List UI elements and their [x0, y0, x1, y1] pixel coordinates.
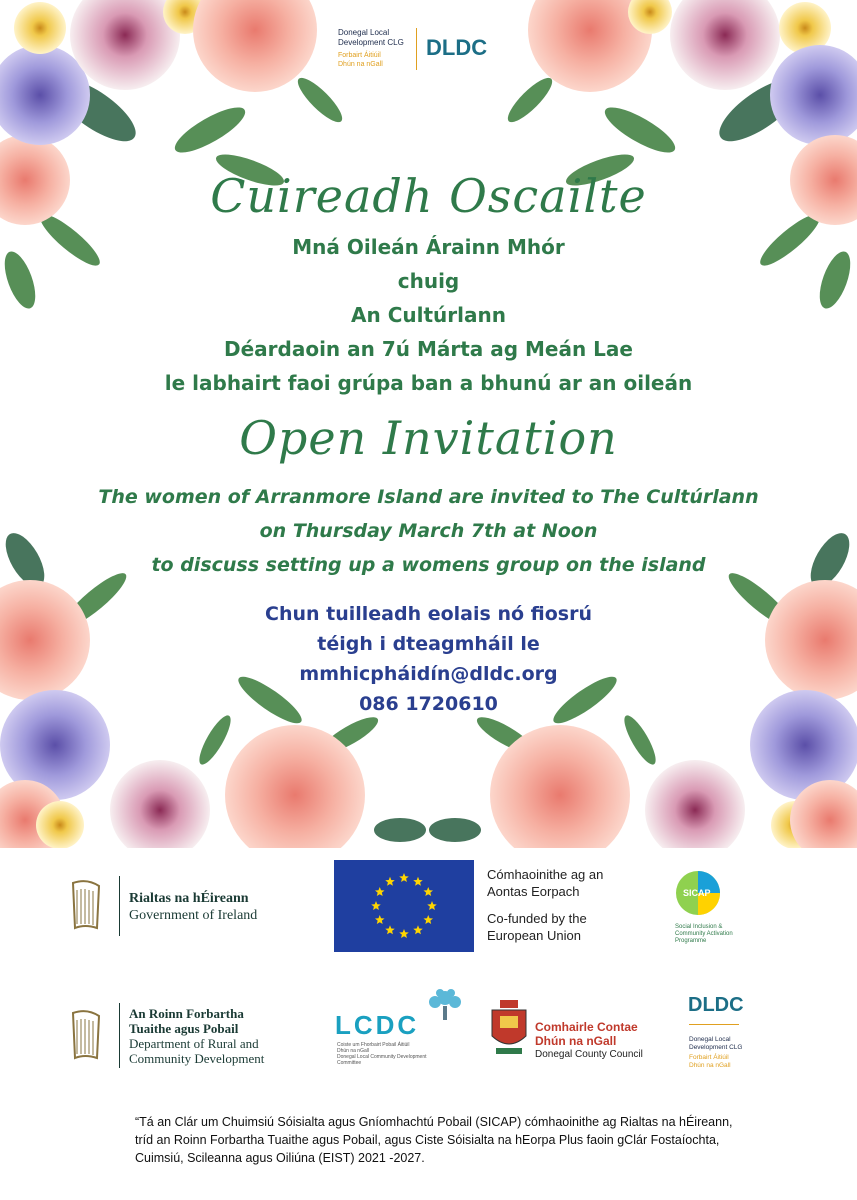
- dldc-irish-line1: Forbairt Áitiúil: [338, 52, 381, 59]
- gov-ireland-irish: Rialtas na hÉireann: [129, 891, 249, 906]
- council-text: [535, 1020, 643, 1062]
- sicap-subtitle: [675, 924, 733, 945]
- gov-ireland-english: Government of Ireland: [129, 908, 258, 923]
- dldc-footer-divider: [689, 1024, 739, 1025]
- contact-phone[interactable]: 086 1720610: [359, 693, 498, 715]
- irish-lines: [0, 230, 857, 400]
- council-crest-icon: [488, 1000, 530, 1058]
- dldc-footer-org1: Donegal Local: [689, 1036, 731, 1043]
- dept-text: [129, 1006, 264, 1066]
- sicap-sub3: Programme: [675, 938, 707, 944]
- council-english: Donegal County Council: [535, 1049, 643, 1060]
- english-title: Open Invitation: [239, 411, 618, 465]
- lcdc-mark: LCDC: [335, 1010, 420, 1040]
- eu-flag-icon: [334, 860, 474, 952]
- dept-irish-line1: An Roinn Forbartha: [129, 1006, 244, 1021]
- irish-title: Cuireadh Oscailte: [210, 169, 647, 223]
- eu-irish-line1: Cómhaoinithe ag an: [487, 867, 604, 882]
- gov-divider: [119, 876, 120, 936]
- irish-line-5: le labhairt faoi grúpa ban a bhunú ar an oileán: [164, 371, 693, 395]
- dldc-irish-line2: Dhún na nGall: [338, 61, 383, 68]
- dldc-footer-org2: Development CLG: [689, 1044, 743, 1051]
- contact-line-2: téigh i dteagmháil le: [317, 633, 540, 655]
- dldc-mark: DLDC: [426, 35, 488, 60]
- council-irish-line2: Dhún na nGall: [535, 1034, 617, 1048]
- irish-line-4: Déardaoin an 7ú Márta ag Meán Lae: [224, 337, 633, 361]
- dldc-footer-mark: DLDC: [688, 994, 744, 1016]
- english-line-1: The women of Arranmore Island are invited to The Cultúrlann: [98, 486, 759, 508]
- lcdc-sub2: Dhún na nGall: [337, 1048, 369, 1054]
- sicap-sub2: Community Activation: [675, 931, 733, 937]
- dept-english-line1: Department of Rural and: [129, 1036, 259, 1051]
- contact-block: [0, 599, 857, 719]
- lcdc-subtitle: [337, 1042, 427, 1066]
- eu-english-line1: Co-funded by the: [487, 911, 587, 926]
- sicap-mark: SICAP: [683, 888, 711, 898]
- lcdc-sub1: Coiste um Fhorbairt Pobail Áitiúil: [337, 1042, 410, 1048]
- dldc-logo: [330, 20, 512, 78]
- lcdc-sub3: Donegal Local Community Development: [337, 1054, 427, 1060]
- dept-english-line2: Community Development: [129, 1051, 265, 1066]
- dldc-org-line2: Development CLG: [338, 38, 404, 47]
- funding-disclaimer: “Tá an Clár um Chuimsiú Sóisialta agus Gníomhachtú Pobail (SICAP) cómhaoinithe ag Rialtas na hÉireann, tríd an Roinn Forbartha Tuaithe agus Pobail, agus Ciste Sóisialta na hEorpa Plus faoin gClár Fostaíochta, Cuimsiú, Scileanna agus Oiliúna (EIST) 2021 -2027.: [135, 1115, 733, 1165]
- contact-email[interactable]: mmhicpháidín@dldc.org: [299, 663, 558, 685]
- dldc-footer-org: [689, 1036, 742, 1052]
- lcdc-tree-icon: [422, 988, 468, 1022]
- irish-line-1: Mná Oileán Árainn Mhór: [292, 235, 565, 259]
- eu-english-line2: European Union: [487, 928, 581, 943]
- harp-icon: [67, 878, 107, 933]
- irish-line-2: chuig: [397, 269, 460, 293]
- contact-line-1: Chun tuilleadh eolais nó fiosrú: [265, 603, 592, 625]
- dldc-footer-irish: [689, 1054, 731, 1070]
- gov-ireland-text: [129, 890, 257, 924]
- council-irish-line1: Comhairle Contae: [535, 1020, 638, 1034]
- dldc-footer-irish2: Dhún na nGall: [689, 1062, 731, 1069]
- lcdc-sub4: Committee: [337, 1060, 362, 1066]
- footer-logos: [47, 848, 809, 1200]
- sicap-sub1: Social Inclusion &: [675, 924, 723, 930]
- dldc-org-line1: Donegal Local: [338, 28, 390, 37]
- english-line-2: on Thursday March 7th at Noon: [259, 520, 598, 542]
- harp-icon: [67, 1008, 107, 1063]
- eu-text: [487, 866, 603, 944]
- eu-irish-line2: Aontas Eorpach: [487, 884, 580, 899]
- dldc-footer-irish1: Forbairt Áitiúil: [689, 1054, 729, 1061]
- english-lines: [0, 480, 857, 582]
- irish-line-3: An Cultúrlann: [351, 303, 506, 327]
- english-line-3: to discuss setting up a womens group on the island: [151, 554, 706, 576]
- dldc-divider: [416, 28, 417, 70]
- dept-irish-line2: Tuaithe agus Pobail: [129, 1021, 239, 1036]
- dept-divider: [119, 1003, 120, 1068]
